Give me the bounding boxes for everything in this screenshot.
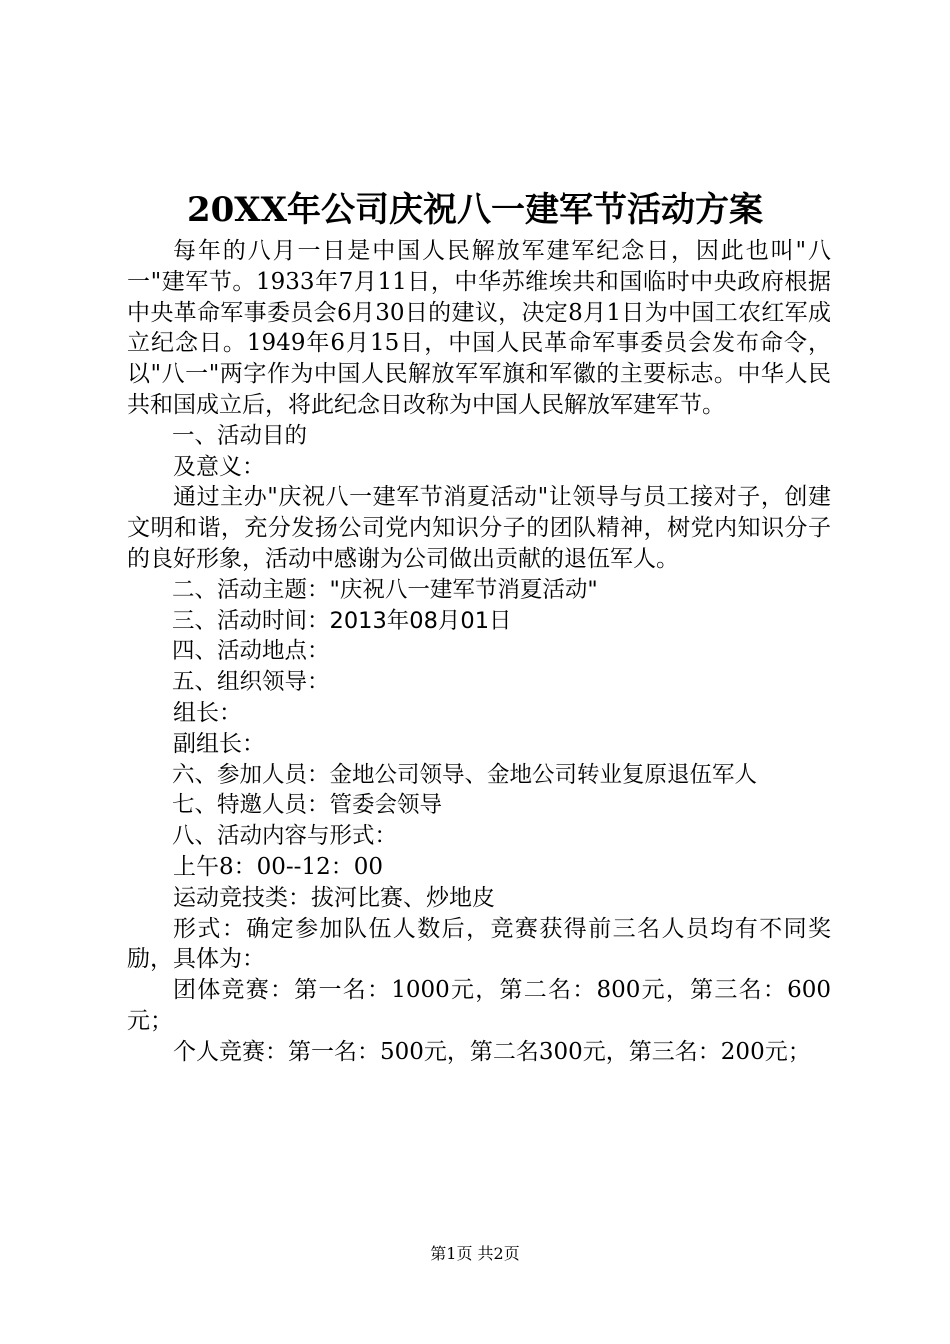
team-prize-paragraph: 团体竞赛：第一名：1000元，第二名：800元，第三名：600元；: [127, 977, 831, 1034]
purpose-subheading: 及意义：: [173, 453, 265, 480]
deputy-leader-line: 副组长：: [173, 730, 265, 757]
document-title: 20XX年公司庆祝八一建军节活动方案: [186, 190, 764, 230]
format-paragraph: 形式：确定参加队伍人数后，竞赛获得前三名人员均有不同奖励，具体为：: [127, 915, 831, 973]
page-footer: 第1页 共2页: [430, 1244, 520, 1263]
section-heading-purpose: 一、活动目的: [172, 422, 308, 449]
section-heading-organization: 五、组织领导：: [172, 669, 330, 696]
intro-paragraph: 每年的八月一日是中国人民解放军建军纪念日，因此也叫"八一"建军节。1933年7月11日，中华苏维埃共和国临时中央政府根据中央革命军事委员会6月30日的建议，决定8月1日为中国工农红军成立纪念日。1949年6月15日，中国人民革命军事委员会发布命令，以"八一"两字作为中国人民解放军军旗和军徽的主要标志。中华人民共和国成立后，将此纪念日改称为中国人民解放军建军节。: [127, 238, 831, 418]
section-heading-time: 三、活动时间：2013年08月01日: [172, 607, 512, 634]
section-heading-theme: 二、活动主题："庆祝八一建军节消夏活动": [172, 576, 598, 603]
purpose-paragraph: 通过主办"庆祝八一建军节消夏活动"让领导与员工接对子，创建文明和谐，充分发扬公司党内知识分子的团队精神，树党内知识分子的良好形象，活动中感谢为公司做出贡献的退伍军人。: [127, 484, 831, 572]
section-heading-guests: 七、特邀人员：管委会领导: [172, 792, 443, 819]
sports-category-line: 运动竞技类：拔河比赛、炒地皮: [173, 884, 495, 911]
individual-prize-paragraph: 个人竞赛：第一名：500元，第二名300元，第三名：200元；: [173, 1038, 811, 1065]
document-body: [127, 236, 831, 1068]
team-leader-line: 组长：: [173, 699, 242, 726]
schedule-line: 上午8：00--12：00: [173, 853, 383, 880]
section-heading-participants: 六、参加人员：金地公司领导、金地公司转业复原退伍军人: [172, 761, 758, 788]
section-heading-content: 八、活动内容与形式：: [172, 823, 398, 850]
section-heading-location: 四、活动地点：: [172, 638, 330, 665]
